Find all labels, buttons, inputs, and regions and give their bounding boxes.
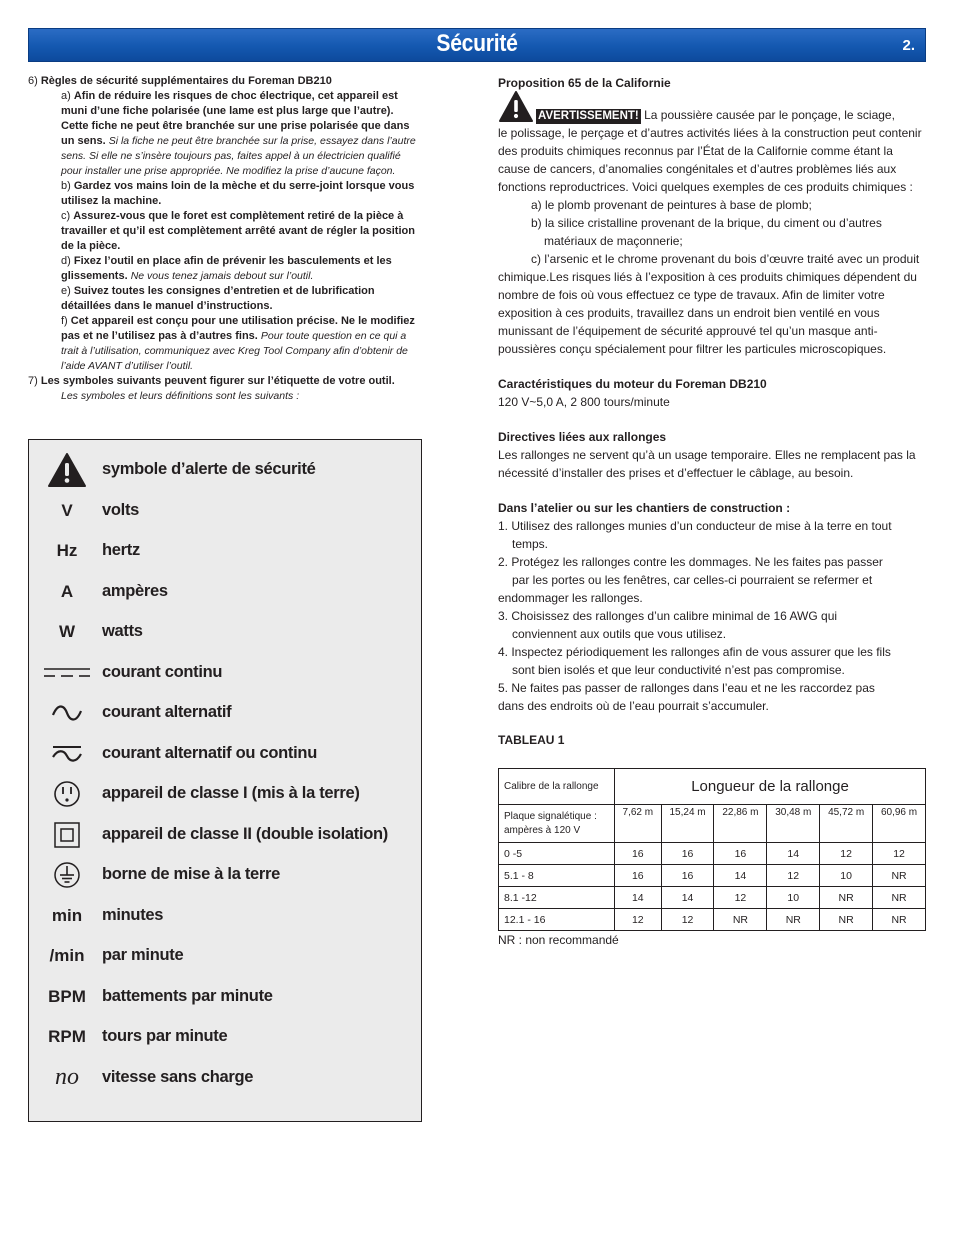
ac-dc-icon (43, 734, 91, 774)
motor-heading: Caractéristiques du moteur du Foreman DB210 (498, 377, 767, 391)
table-cell: NR (873, 865, 926, 887)
worksite-item-2-cont: par les portes ou les fenêtres, car celles-ci pourraient se refermer et (512, 573, 873, 587)
table-cell: 12 (873, 843, 926, 865)
symbol-label: battements par minute (102, 986, 273, 1005)
worksite-item-4-cont: sont bien isolés et que leur conductivité n’est pas compromise. (512, 663, 845, 677)
symbol-label: watts (102, 622, 143, 640)
symbol-label: vitesse sans charge (102, 1067, 254, 1086)
table-column-header: 22,86 m (714, 805, 767, 843)
table-cell: 16 (661, 865, 714, 887)
bpm-icon: BPM (48, 986, 86, 1006)
table-row-label: 0 -5 (499, 843, 615, 865)
page-number: 2. (902, 37, 915, 54)
symbols-legend-box (28, 439, 422, 1122)
table-cell: 10 (820, 865, 873, 887)
symbol-label: courant alternatif ou continu (102, 743, 317, 762)
safety-rules-column (28, 74, 423, 404)
rule-7-subtitle: Les symboles et leurs définitions sont les suivants : (61, 390, 300, 402)
symbol-label: par minute (102, 946, 184, 964)
symbol-row (29, 774, 419, 814)
per-minute-icon: /min (49, 946, 85, 965)
worksite-item-1-cont: temps. (512, 537, 549, 551)
symbol-label: borne de mise à la terre (102, 865, 281, 883)
table-cell: 14 (767, 843, 820, 865)
warning-triangle-icon (43, 450, 91, 490)
table-column-header: 60,96 m (873, 805, 926, 843)
prop65-heading: Proposition 65 de la Californie (498, 76, 671, 90)
prop65-and-power-column (498, 74, 926, 749)
table-column-header: 7,62 m (615, 805, 662, 843)
worksite-item-5: 5. Ne faites pas passer de rallonges dans l’eau et ne les raccordez pas (498, 681, 875, 695)
prop65-item-a: a) le plomb provenant de peintures à base de plomb; (531, 198, 812, 212)
rpm-icon: RPM (48, 1027, 86, 1046)
symbol-row (29, 531, 419, 571)
section-header-bar (28, 28, 926, 62)
worksite-item-4: 4. Inspectez périodiquement les rallonges afin de vous assurer que les fils (498, 645, 891, 659)
symbol-label: tours par minute (102, 1027, 228, 1045)
prop65-item-b: b) la silice cristalline provenant de la brique, du ciment ou d’autres (531, 216, 882, 230)
rule-6d: d) Fixez l’outil en place afin de prévenir les basculements et les glissements. Ne vous tenez jamais debout sur l’outil. (61, 255, 392, 282)
worksite-item-3: 3. Choisissez des rallonges d’un calibre minimal de 16 AWG qui (498, 609, 838, 623)
symbol-label: minutes (102, 905, 164, 924)
worksite-item-1: 1. Utilisez des rallonges munies d’un conducteur de mise à la terre en tout (498, 519, 892, 533)
symbol-label: hertz (102, 541, 140, 559)
symbol-row (29, 653, 419, 693)
table-row-header: Plaque signalétique : ampères à 120 V (499, 805, 615, 843)
table-cell: 16 (615, 865, 662, 887)
table-row (499, 909, 926, 931)
class-two-double-insulation-icon (43, 815, 91, 855)
rule-6e: e) Suivez toutes les consignes d’entretien et de lubrification détaillées dans le manuel d’instructions. (61, 285, 375, 312)
table-row-label: 12.1 - 16 (499, 909, 615, 931)
symbol-row (29, 977, 419, 1017)
worksite-item-2-cont2: endommager les rallonges. (498, 591, 643, 605)
symbol-label: ampères (102, 581, 168, 600)
table-row (499, 843, 926, 865)
table-cell: 10 (767, 887, 820, 909)
volts-icon: V (61, 500, 73, 520)
amperes-icon: A (60, 581, 74, 601)
warning-triangle-icon (498, 90, 534, 128)
symbol-row (29, 734, 419, 774)
watts-icon: W (58, 622, 76, 641)
table-cell: 14 (714, 865, 767, 887)
table-cell: NR (714, 909, 767, 931)
extension-cord-text: Les rallonges ne servent qu’à un usage temporaire. Elles ne remplacent pas la nécessité d’installer des prises et d’effectuer le câblage, au besoin. (498, 448, 916, 480)
rule-6-list (28, 89, 423, 374)
symbol-label: courant alternatif (102, 703, 232, 721)
symbol-row (29, 855, 419, 895)
table-cell: 14 (615, 887, 662, 909)
table-column-header: 30,48 m (767, 805, 820, 843)
ground-terminal-icon (43, 855, 91, 895)
table-cell: 12 (615, 909, 662, 931)
extension-cord-heading: Directives liées aux rallonges (498, 430, 667, 444)
worksite-item-5-cont: dans des endroits où de l’eau pourrait s’accumuler. (498, 699, 769, 713)
table-row (499, 865, 926, 887)
class-one-ground-icon (43, 774, 91, 814)
rule-6-heading: 6) Règles de sécurité supplémentaires du Foreman DB210 (28, 75, 332, 87)
table-cell: NR (873, 909, 926, 931)
rule-6a: a) Afin de réduire les risques de choc électrique, cet appareil est muni d’une fiche polarisée (une lame est plus large que l’autre). Cette fiche ne peut être branchée sur une prise polarisée que dans un sens. Si la fiche ne peut être branchée sur la prise, essayez dans l’autre sens. Si elle ne s’insère toujours pas, faites appel à un électricien qualifié pour installer une prise appropriée. Ne modifiez la prise d’aucune façon. (61, 90, 416, 177)
table-cell: 16 (714, 843, 767, 865)
prop65-item-b-cont: matériaux de maçonnerie; (544, 234, 683, 248)
symbol-row (29, 693, 419, 733)
table-column-row (499, 805, 926, 843)
alternating-current-icon (43, 693, 91, 733)
prop65-item-c: c) l’arsenic et le chrome provenant du bois d’œuvre traité avec un produit (531, 252, 920, 266)
symbol-row (29, 612, 419, 652)
table-cell: NR (820, 909, 873, 931)
symbol-row (29, 815, 419, 855)
table-column-header: 15,24 m (661, 805, 714, 843)
symbol-row (29, 1058, 419, 1098)
table-corner-cell: Calibre de la rallonge (499, 769, 615, 805)
table-cell: 12 (767, 865, 820, 887)
table-title: TABLEAU 1 (498, 733, 565, 747)
hertz-icon: Hz (56, 541, 78, 560)
symbol-row (29, 896, 419, 936)
table-cell: 12 (661, 909, 714, 931)
symbol-row (29, 1017, 419, 1057)
no-load-speed-icon: no (55, 1064, 79, 1090)
prop65-body: le polissage, le perçage et d’autres activités liées à la construction peut contenir des produits chimiques reconnus par l’État de la Californie comme étant la cause de cancers, d’anomalies congénitales et d’autres problèmes liés aux fonctions reproductrices. Voici quelques exemples de ces produits chimiques : (498, 126, 922, 194)
extension-cord-table (498, 768, 926, 931)
table-header-row (499, 769, 926, 805)
symbol-row (29, 450, 419, 490)
table-cell: 16 (615, 843, 662, 865)
worksite-item-2: 2. Protégez les rallonges contre les dommages. Ne les faites pas passer (498, 555, 883, 569)
page-title: Sécurité (436, 30, 518, 57)
table-span-header: Longueur de la rallonge (615, 769, 926, 805)
warning-badge: AVERTISSEMENT! (538, 110, 639, 122)
symbol-label: appareil de classe II (double isolation) (102, 824, 388, 843)
nr-footnote: NR : non recommandé (498, 933, 619, 947)
prop65-item-c-cont: chimique.Les risques liés à l’exposition à ces produits chimiques dépendent du nombre de fois où vous effectuez ce type de travaux. Afin de limiter votre exposition à ces produits, travaillez dans un endroit bien ventilé en vous munissant de l’équipement de sécurité approuvé tel qu’un masque anti-poussières conçu spécialement pour filtrer les particules microscopiques. (498, 270, 917, 356)
worksite-heading: Dans l’atelier ou sur les chantiers de construction : (498, 501, 791, 515)
table-cell: 12 (820, 843, 873, 865)
symbol-label: volts (102, 500, 140, 519)
minutes-icon: min (51, 905, 83, 925)
symbol-row (29, 936, 419, 976)
symbol-label: appareil de classe I (mis à la terre) (102, 784, 360, 802)
prop65-warning-line: AVERTISSEMENT! La poussière causée par le ponçage, le sciage, (498, 106, 926, 124)
rule-6b: b) Gardez vos mains loin de la mèche et du serre-joint lorsque vous utilisez la machine. (61, 180, 415, 207)
table-row (499, 887, 926, 909)
direct-current-icon (43, 653, 91, 693)
table-row-label: 8.1 -12 (499, 887, 615, 909)
table-cell: 16 (661, 843, 714, 865)
rule-6c: c) Assurez-vous que le foret est complètement retiré de la pièce à travailler et qu’il est complètement arrêté avant de régler la position de la pièce. (61, 210, 415, 252)
table-column-header: 45,72 m (820, 805, 873, 843)
symbol-label: courant continu (102, 662, 223, 681)
table-cell: NR (820, 887, 873, 909)
symbol-row (29, 572, 419, 612)
table-cell: 14 (661, 887, 714, 909)
table-cell: NR (873, 887, 926, 909)
symbol-row (29, 491, 419, 531)
worksite-item-3-cont: conviennent aux outils que vous utilisez. (512, 627, 727, 641)
table-row-label: 5.1 - 8 (499, 865, 615, 887)
symbol-label: symbole d’alerte de sécurité (102, 460, 316, 478)
motor-spec: 120 V~5,0 A, 2 800 tours/minute (498, 395, 670, 409)
rule-7-heading: 7) Les symboles suivants peuvent figurer sur l’étiquette de votre outil. (28, 375, 395, 387)
table-cell: 12 (714, 887, 767, 909)
rule-6f: f) Cet appareil est conçu pour une utilisation précise. Ne le modifiez pas et ne l’utilisez pas à d’autres fins. Pour toute question en ce qui a trait à l’utilisation, communiquez avec Kreg Tool Company afin d’obtenir de l’aide AVANT d’utiliser l’outil. (61, 315, 415, 372)
table-cell: NR (767, 909, 820, 931)
